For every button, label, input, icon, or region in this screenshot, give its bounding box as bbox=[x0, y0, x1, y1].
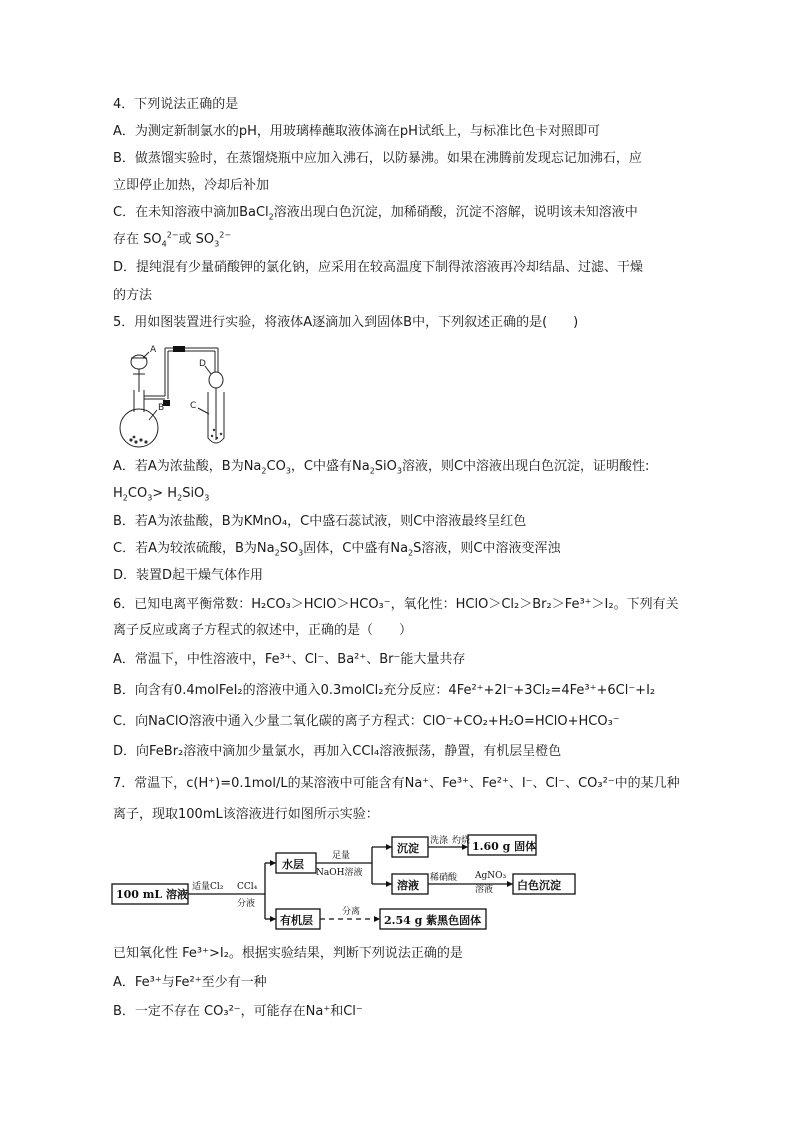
q4-option-d-line1: D．提纯混有少量硝酸钾的氯化钠，应采用在较高温度下制得浓溶液再冷却结晶、过滤、干燥 bbox=[113, 260, 644, 275]
flow-water: 水层 bbox=[282, 858, 304, 871]
flow-solution: 溶液 bbox=[397, 879, 419, 892]
q7-option-b: B．一定不存在 CO₃²⁻，可能存在Na⁺和Cl⁻ bbox=[113, 1004, 363, 1019]
q7-after-text: 已知氧化性 Fe³⁺>I₂。根据实验结果，判断下列说法正确的是 bbox=[113, 946, 463, 961]
q6-option-d: D．向FeBr₂溶液中滴加少量氯水，再加入CCl₄溶液振荡，静置，有机层呈橙色 bbox=[113, 744, 562, 759]
q7-option-a: A．Fe³⁺与Fe²⁺至少有一种 bbox=[113, 975, 267, 990]
flow-naoh-bot: NaOH溶液 bbox=[316, 868, 363, 878]
q6-option-a: A．常温下，中性溶液中，Fe³⁺、Cl⁻、Ba²⁺、Br⁻能大量共存 bbox=[113, 652, 466, 667]
q4-option-c-line2: 存在 $SO_4^{2-}$或 $SO_3^{2-}$ bbox=[113, 230, 232, 249]
fig-label-a: A bbox=[150, 345, 157, 355]
q6-stem-line1: 6．已知电离平衡常数：H₂CO₃＞HClO＞HCO₃⁻，氧化性：HClO＞Cl₂＞Br₂＞Fe³⁺＞I₂。下列有关 bbox=[113, 597, 679, 612]
q5-option-b: B．若A为浓盐酸，B为KMnO₄，C中盛石蕊试液，则C中溶液最终呈红色 bbox=[113, 514, 527, 529]
q5-stem: 5．用如图装置进行实验，将液体A逐滴加入到固体B中，下列叙述正确的是( ) bbox=[113, 315, 579, 330]
flow-start: 100 mL 溶液 bbox=[116, 888, 188, 901]
q6-option-b: B．向含有0.4molFeI₂的溶液中通入0.3molCl₂充分反应：4Fe²⁺+2I⁻+3Cl₂=4Fe³⁺+6Cl⁻+I₂ bbox=[113, 683, 656, 698]
q5-option-c: C．若A为较浓硫酸，B为$Na_2SO_3$固体，C中盛有$Na_2S$溶液，则C中溶液变浑浊 bbox=[113, 541, 561, 558]
flow-agno3: AgNO₃ bbox=[475, 871, 507, 881]
flow-wash: 洗涤 bbox=[430, 836, 449, 846]
flowchart bbox=[110, 832, 590, 941]
flow-organic: 有机层 bbox=[280, 914, 313, 927]
flow-separate: 分液 bbox=[237, 899, 256, 909]
q4-option-c-line1: C．在未知溶液中滴加BaCl$_2$溶液出现白色沉淀，加稀硝酸，沉淀不溶解，说明该未知溶液中 bbox=[113, 205, 638, 222]
flow-agno3-sol: 溶液 bbox=[475, 885, 494, 895]
fig-label-b: B bbox=[158, 403, 165, 413]
q7-stem-line1: 7．常温下，c(H⁺)=0.1mol/L的某溶液中可能含有Na⁺、Fe³⁺、Fe²⁺、I⁻、Cl⁻、CO₃²⁻中的某几种 bbox=[113, 776, 680, 791]
q4-option-a: A．为测定新制氯水的pH，用玻璃棒蘸取液体滴在pH试纸上，与标准比色卡对照即可 bbox=[113, 124, 600, 139]
flow-solid2: 2.54 g 紫黑色固体 bbox=[384, 914, 482, 927]
q6-option-c: C．向NaClO溶液中通入少量二氧化碳的离子方程式：ClO⁻+CO₂+H₂O=HClO+HCO₃⁻ bbox=[113, 714, 620, 729]
q4-option-b-line1: B．做蒸馏实验时，在蒸馏烧瓶中应加入沸石，以防暴沸。如果在沸腾前发现忘记加沸石，应 bbox=[113, 151, 642, 166]
q5-option-a-line2: $H_2CO_3> H_2SiO_3$ bbox=[113, 486, 210, 503]
q4-stem: 4．下列说法正确的是 bbox=[113, 97, 239, 112]
flow-ppt: 沉淀 bbox=[397, 842, 419, 855]
flow-ccl4: CCl₄ bbox=[237, 882, 258, 892]
flow-white-ppt: 白色沉淀 bbox=[517, 879, 561, 892]
apparatus-figure bbox=[113, 340, 253, 454]
q5-option-a-line1: A．若A为浓盐酸，B为$Na_2CO_3$，C中盛有$Na_2SiO_3$溶液，则C中溶液出现白色沉淀，证明酸性: bbox=[113, 459, 650, 476]
q4-option-b-line2: 立即停止加热，冷却后补加 bbox=[113, 178, 270, 193]
flow-solid1: 1.60 g 固体 bbox=[472, 840, 537, 853]
q7-stem-line2: 离子，现取100mL该溶液进行如图所示实验： bbox=[113, 807, 379, 822]
q5-option-d: D．装置D起干燥气体作用 bbox=[113, 568, 264, 583]
flow-hno3: 稀硝酸 bbox=[430, 873, 458, 883]
flow-naoh-top: 足量 bbox=[332, 851, 351, 861]
fig-label-d: D bbox=[199, 359, 206, 369]
flow-burn: 灼烧 bbox=[452, 836, 471, 846]
q6-stem-line2: 离子反应或离子方程式的叙述中，正确的是（ ） bbox=[113, 623, 413, 638]
fig-label-c: C bbox=[190, 401, 197, 411]
flow-sep: 分离 bbox=[342, 907, 361, 917]
q4-option-d-line2: 的方法 bbox=[113, 288, 153, 303]
flow-cl2: 适量Cl₂ bbox=[192, 882, 224, 892]
